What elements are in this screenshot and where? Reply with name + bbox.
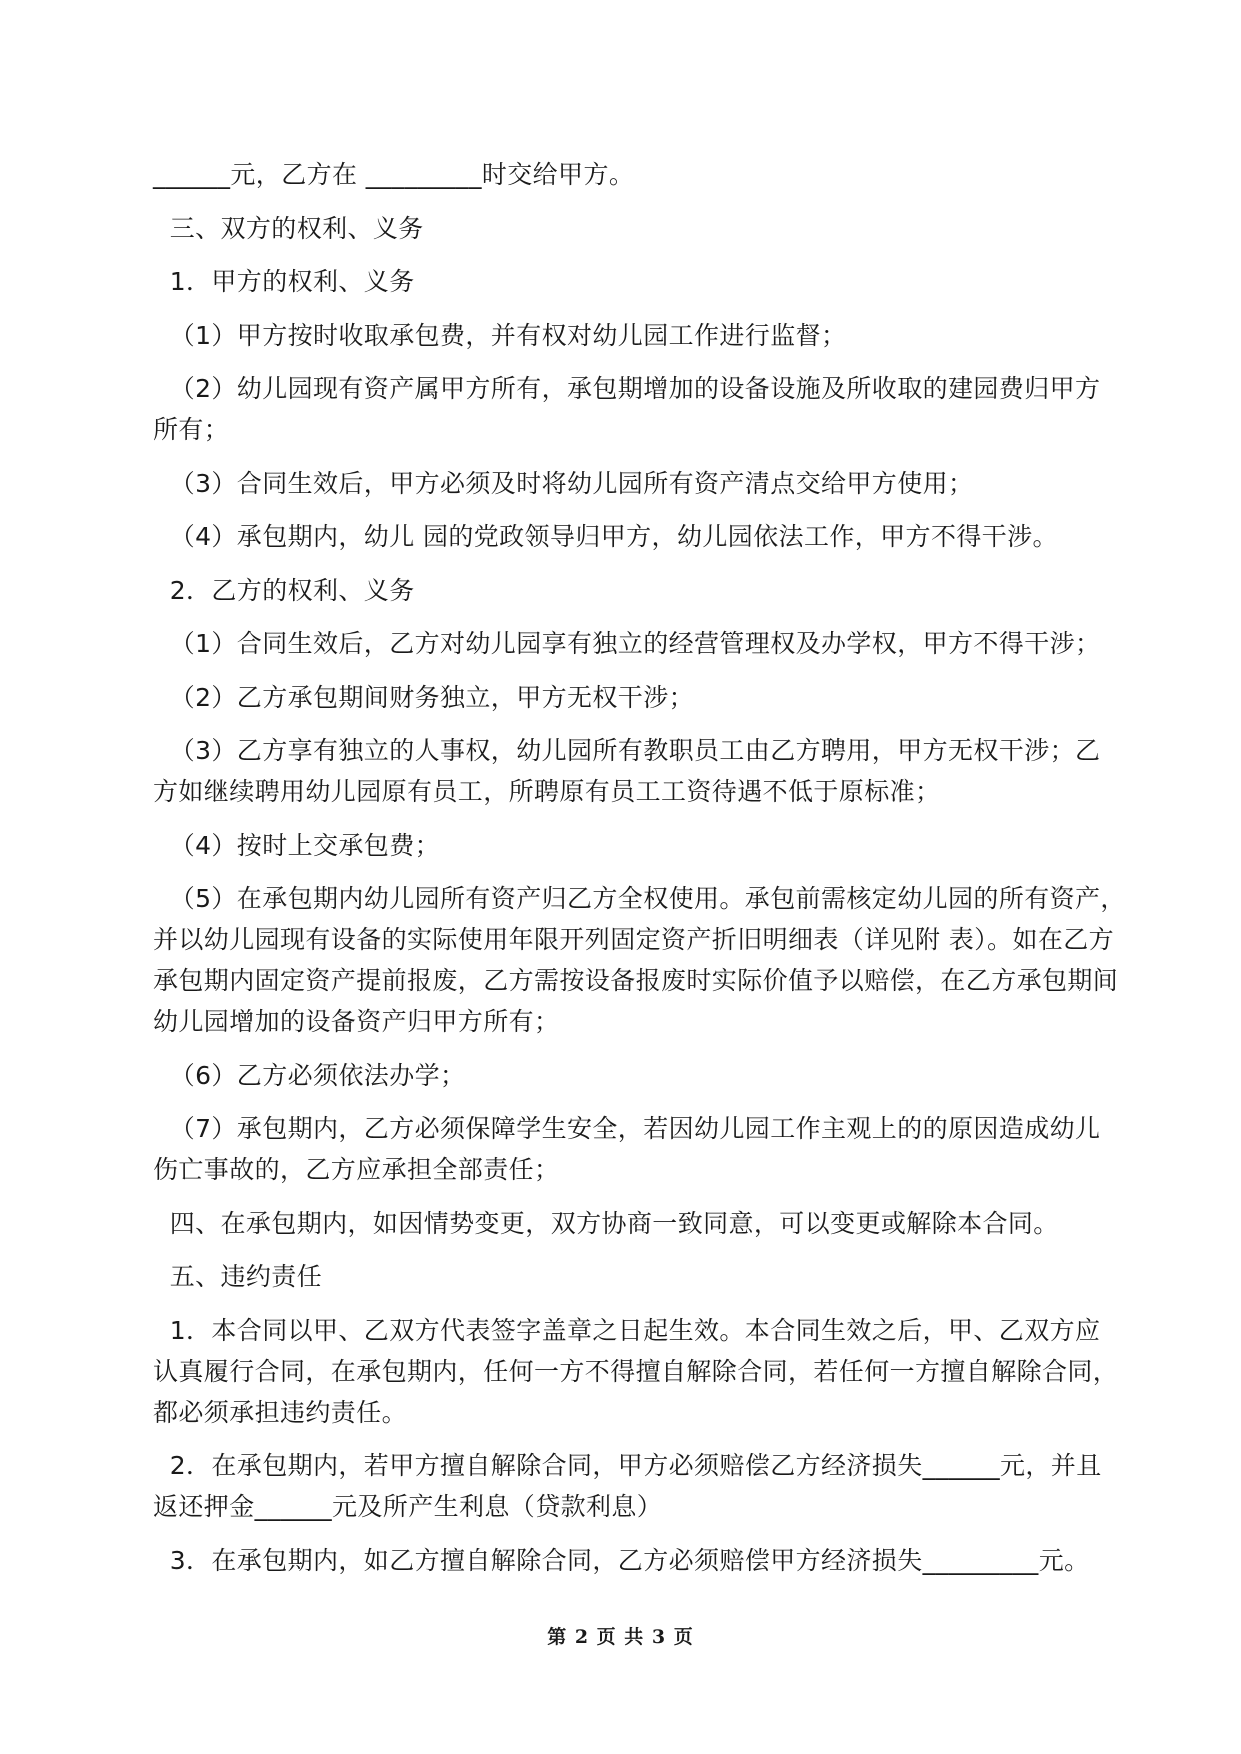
clause-line: （1）甲方按时收取承包费，并有权对幼儿园工作进行监督； [153, 320, 847, 350]
section-heading: 三、双方的权利、义务 [153, 213, 424, 243]
clause-line-continuation: 并以幼儿园现有设备的实际使用年限开列固定资产折旧明细表（详见附 表）。如在乙方 [153, 925, 1115, 954]
clause-line: （7）承包期内，乙方必须保障学生安全，若因幼儿园工作主观上的的原因造成幼儿 [153, 1114, 1101, 1143]
clause-line: （3）合同生效后，甲方必须及时将幼儿园所有资产清点交给甲方使用； [153, 468, 974, 498]
clause-line: 1．本合同以甲、乙双方代表签字盖章之日起生效。本合同生效之后，甲、乙双方应 [153, 1315, 1101, 1345]
subsection-heading: 2．乙方的权利、义务 [153, 575, 415, 605]
clause-line-continuation: 承包期内固定资产提前报废，乙方需按设备报废时实际价值予以赔偿，在乙方承包期间 [153, 966, 1119, 995]
contract-body [153, 154, 1126, 1593]
clause-line-continuation: 方如继续聘用幼儿园原有员工，所聘原有员工工资待遇不低于原标准； [153, 777, 941, 806]
clause-line: （6）乙方必须依法办学； [153, 1060, 466, 1090]
page-number-footer: 第 2 页 共 3 页 [547, 1626, 694, 1648]
clause-line: 2．在承包期内，若甲方擅自解除合同，甲方必须赔偿乙方经济损失______元，并且 [153, 1451, 1102, 1480]
subsection-heading: 1．甲方的权利、义务 [153, 267, 415, 296]
clause-line-continuation: 伤亡事故的，乙方应承担全部责任； [153, 1155, 560, 1184]
clause-line: （1）合同生效后，乙方对幼儿园享有独立的经营管理权及办学权，甲方不得干涉； [153, 629, 1101, 658]
clause-line: （2）乙方承包期间财务独立，甲方无权干涉； [153, 682, 695, 712]
clause-line-continuation: 幼儿园增加的设备资产归甲方所有； [153, 1007, 560, 1036]
section-heading: 五、违约责任 [153, 1262, 323, 1291]
clause-line: （2）幼儿园现有资产属甲方所有，承包期增加的设备设施及所收取的建园费归甲方 [153, 374, 1101, 403]
clause-line: （5）在承包期内幼儿园所有资产归乙方全权使用。承包前需核定幼儿园的所有资产， [153, 884, 1126, 913]
clause-line-continuation: 都必须承担违约责任。 [153, 1397, 408, 1427]
clause-line-continuation: 返还押金______元及所产生利息（贷款利息） [153, 1492, 663, 1521]
clause-line-continuation: 认真履行合同，在承包期内，任何一方不得擅自解除合同，若任何一方擅自解除合同， [153, 1356, 1119, 1386]
clause-line: （4）按时上交承包费； [153, 830, 441, 860]
clause-line-continuation: 所有； [153, 415, 230, 444]
section-heading: 四、在承包期内，如因情势变更，双方协商一致同意，可以变更或解除本合同。 [153, 1208, 1059, 1238]
clause-line: 3．在承包期内，如乙方擅自解除合同，乙方必须赔偿甲方经济损失_________元。 [153, 1545, 1090, 1575]
clause-line: （3）乙方享有独立的人事权，幼儿园所有教职员工由乙方聘用，甲方无权干涉；乙 [153, 736, 1101, 765]
text-line: ______元，乙方在 _________时交给甲方。 [153, 160, 635, 189]
clause-line: （4）承包期内，幼儿 园的党政领导归甲方，幼儿园依法工作，甲方不得干涉。 [153, 522, 1058, 551]
